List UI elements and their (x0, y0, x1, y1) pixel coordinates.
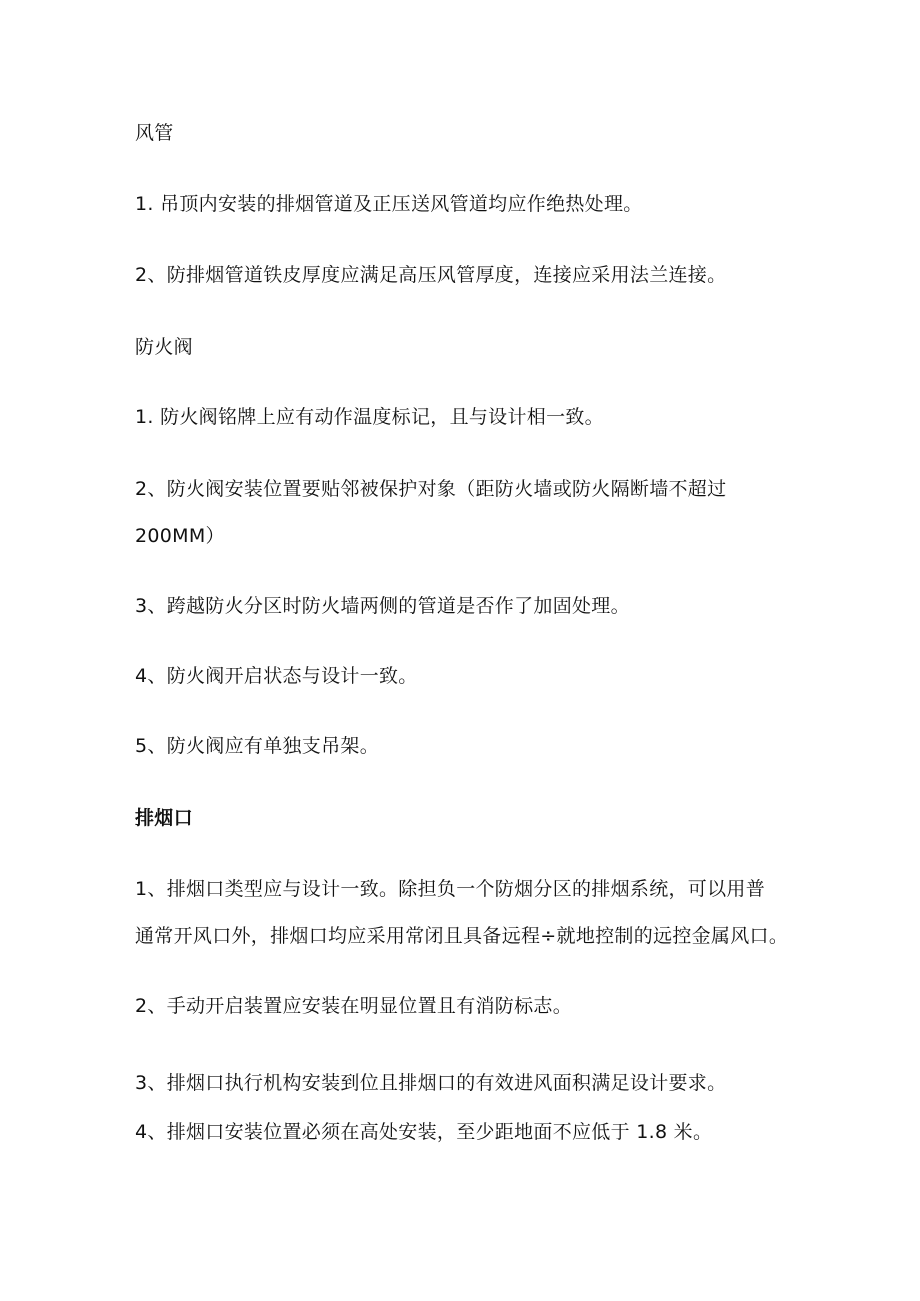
smoke-outlet-item-1-continued: 通常开风口外，排烟口均应采用常闭且具备远程÷就地控制的远控金属风口。 (135, 925, 789, 947)
fire-damper-item-3: 3、跨越防火分区时防火墙两侧的管道是否作了加固处理。 (135, 595, 630, 617)
section-heading-duct: 风管 (135, 122, 174, 144)
smoke-outlet-item-4: 4、排烟口安装位置必须在高处安装，至少距地面不应低于 1.8 米。 (135, 1121, 713, 1143)
smoke-outlet-item-3: 3、排烟口执行机构安装到位且排烟口的有效进风面积满足设计要求。 (135, 1072, 727, 1094)
section-heading-smoke-outlet: 排烟口 (135, 807, 193, 829)
smoke-outlet-item-1: 1、排烟口类型应与设计一致。除担负一个防烟分区的排烟系统，可以用普 (135, 878, 765, 900)
fire-damper-item-2: 2、防火阀安装位置要贴邻被保护对象（距防火墙或防火隔断墙不超过 (135, 478, 727, 500)
fire-damper-item-4: 4、防火阀开启状态与设计一致。 (135, 665, 418, 687)
fire-damper-item-5: 5、防火阀应有单独支吊架。 (135, 735, 379, 757)
duct-item-1: 1. 吊顶内安装的排烟管道及正压送风管道均应作绝热处理。 (135, 193, 643, 215)
section-heading-fire-damper: 防火阀 (135, 336, 193, 358)
smoke-outlet-item-2: 2、手动开启装置应安装在明显位置且有消防标志。 (135, 995, 572, 1017)
duct-item-2: 2、防排烟管道铁皮厚度应满足高压风管厚度，连接应采用法兰连接。 (135, 264, 727, 286)
fire-damper-item-1: 1. 防火阀铭牌上应有动作温度标记，且与设计相一致。 (135, 406, 604, 428)
fire-damper-item-2-continued: 200MM） (135, 525, 225, 547)
